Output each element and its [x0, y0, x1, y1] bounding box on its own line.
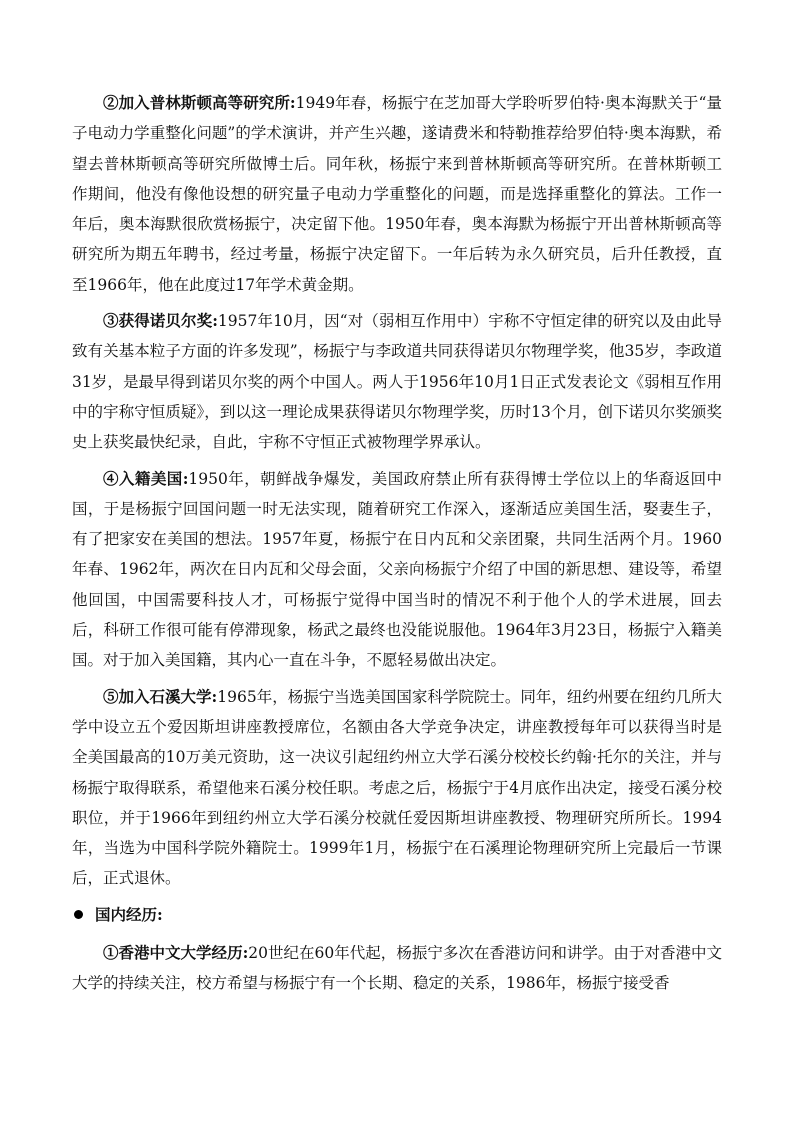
section-cuhk — [72, 938, 722, 999]
section-body: 20世纪在60年代起，杨振宁多次在香港访问和讲学。由于对香港中文大学的持续关注，校方希望与杨振宁有一个长期、稳定的关系，1986年，杨振宁接受香 — [72, 943, 722, 993]
section-citizenship — [72, 464, 722, 676]
document-page — [72, 88, 722, 1004]
section-nobel — [72, 306, 722, 457]
section-stony-brook — [72, 682, 722, 894]
section-body: 1949年春，杨振宁在芝加哥大学聆听罗伯特·奥本海默关于“量子电动力学重整化问题”的学术演讲，并产生兴趣，遂请费米和特勒推荐给罗伯特·奥本海默，希望去普林斯顿高等研究所做博士后。同年秋，杨振宁来到普林斯顿高等研究所。在普林斯顿工作期间，他没有像他设想的研究量子电动力学重整化的问题，而是选择重整化的算法。工作一年后，奥本海默很欣赏杨振宁，决定留下他。1950年春，奥本海默为杨振宁开出普林斯顿高等研究所为期五年聘书，经过考量，杨振宁决定留下。一年后转为永久研究员，后升任教授，直至1966年，他在此度过17年学术黄金期。 — [72, 94, 722, 294]
section-heading: ②加入普林斯顿高等研究所: — [103, 93, 296, 112]
section-body: 1965年，杨振宁当选美国国家科学院院士。同年，纽约州要在纽约几所大学中设立五个爱因斯坦讲座教授席位，名额由各大学竞争决定，讲座教授每年可以获得当时是全美国最高的10万美元资助，这一决议引起纽约州立大学石溪分校校长约翰·托尔的关注，并与杨振宁取得联系，希望他来石溪分校任职。考虑之后，杨振宁于4月底作出决定，接受石溪分校职位，并于1966年到纽约州立大学石溪分校就任爱因斯坦讲座教授、物理研究所所长。1994年，当选为中国科学院外籍院士。1999年1月，杨振宁在石溪理论物理研究所上完最后一节课后，正式退休。 — [72, 687, 722, 888]
bullet-label: 国内经历: — [95, 904, 163, 924]
bullet-domestic — [72, 900, 722, 930]
section-princeton — [72, 88, 722, 300]
section-heading: ④入籍美国: — [103, 468, 189, 488]
section-body: 1957年10月，因“对（弱相互作用中）宇称不守恒定律的研究以及由此导致有关基本粒子方面的许多发现”，杨振宁与李政道共同获得诺贝尔物理学奖，他35岁，李政道31岁，是最早得到诺贝尔奖的两个中国人。两人于1956年10月1日正式发表论文《弱相互作用中的宇称守恒质疑》，到以这一理论成果获得诺贝尔物理学奖，历时13个月，创下诺贝尔奖颁奖史上获奖最快纪录，自此，宇称不守恒正式被物理学界承认。 — [72, 312, 722, 452]
bullet-dot-icon — [74, 910, 83, 919]
section-heading: ③获得诺贝尔奖: — [103, 311, 218, 331]
section-body: 1950年，朝鲜战争爆发，美国政府禁止所有获得博士学位以上的华裔返回中国，于是杨振宁回国问题一时无法实现，随着研究工作深入，逐渐适应美国生活，娶妻生子，有了把家安在美国的想法。1957年夏，杨振宁在日内瓦和父亲团聚，共同生活两个月。1960年春、1962年，两次在日内瓦和父母会面，父亲向杨振宁介绍了中国的新思想、建设等，希望他回国，中国需要科技人才，可杨振宁觉得中国当时的情况不利于他个人的学术进展，回去后，科研工作很可能有停滞现象，杨武之最终也没能说服他。1964年3月23日，杨振宁入籍美国。对于加入美国籍，其内心一直在斗争，不愿轻易做出决定。 — [72, 469, 722, 670]
section-heading: ①香港中文大学经历: — [103, 942, 249, 962]
section-heading: ⑤加入石溪大学: — [103, 686, 218, 706]
